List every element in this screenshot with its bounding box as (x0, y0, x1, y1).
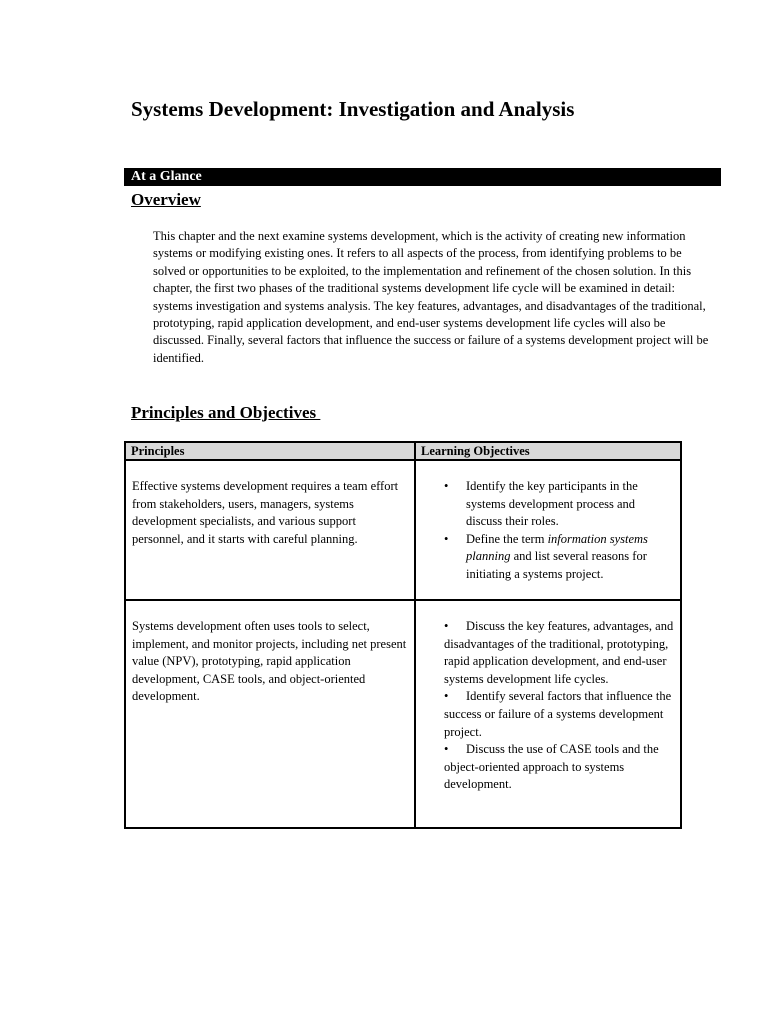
overview-heading: Overview (131, 190, 201, 209)
principles-objectives-heading: Principles and Objectives (131, 403, 321, 422)
bullet-icon: • (444, 531, 449, 546)
objectives-cell (415, 460, 681, 600)
objective-text: Identify several factors that influence the success or failure of a systems development project. (444, 689, 672, 739)
table-row (125, 460, 681, 600)
table-header-row (125, 442, 681, 460)
objective-item (444, 618, 674, 688)
objective-emphasis-term: information systems planning (466, 531, 648, 564)
principle-text: Effective systems development requires a team effort from stakeholders, users, managers, systems development specialists, and various support personnel, and it starts with careful planning. (132, 479, 399, 546)
principle-text: Systems development often uses tools to select, implement, and monitor projects, including net present value (NPV), prototyping, rapid application development, CASE tools, and object-oriented development. (132, 619, 407, 704)
objectives-list (416, 478, 680, 584)
objective-text: Discuss the key features, advantages, and disadvantages of the traditional, prototyping, rapid application development, and end-user systems development life cycles. (444, 619, 674, 686)
column-header-principles: Principles (125, 442, 415, 460)
objective-text-after: and list several reasons for initiating a systems project. (466, 549, 647, 581)
objective-text-before: Define the term (466, 531, 548, 546)
bullet-icon: • (444, 619, 449, 633)
table-row (125, 600, 681, 828)
objective-item (444, 531, 674, 584)
objective-text: Identify the key participants in the systems development process and discuss their roles. (466, 479, 638, 529)
objectives-cell (415, 600, 681, 828)
principle-cell (125, 600, 415, 828)
column-header-learning-objectives: Learning Objectives (415, 442, 681, 460)
objective-item (444, 741, 674, 794)
bullet-icon: • (444, 479, 449, 493)
principle-cell (125, 460, 415, 600)
objectives-list (416, 618, 680, 794)
principles-objectives-table (124, 441, 682, 829)
objective-item (444, 478, 674, 531)
bullet-icon: • (444, 742, 449, 757)
document-title: Systems Development: Investigation and Analysis (131, 97, 575, 121)
at-a-glance-bar: At a Glance (124, 168, 721, 186)
bullet-icon: • (444, 689, 449, 704)
objective-item (444, 688, 674, 741)
objective-text: Discuss the use of CASE tools and the object-oriented approach to systems development. (444, 742, 659, 792)
overview-paragraph: This chapter and the next examine systems development, which is the activity of creating new information systems or modifying existing ones. It refers to all aspects of the process, from identifying problems to be solved or opportunities to be exploited, to the implementation and refinement of the chosen solution. In this chapter, the first two phases of the traditional systems development life cycle will be examined in detail: systems investigation and systems analysis. The key features, advantages, and disadvantages of the traditional, prototyping, rapid application development, and end-user systems development life cycles will also be discussed. Finally, several factors that influence the success or failure of a systems development project will be identified. (153, 229, 709, 365)
